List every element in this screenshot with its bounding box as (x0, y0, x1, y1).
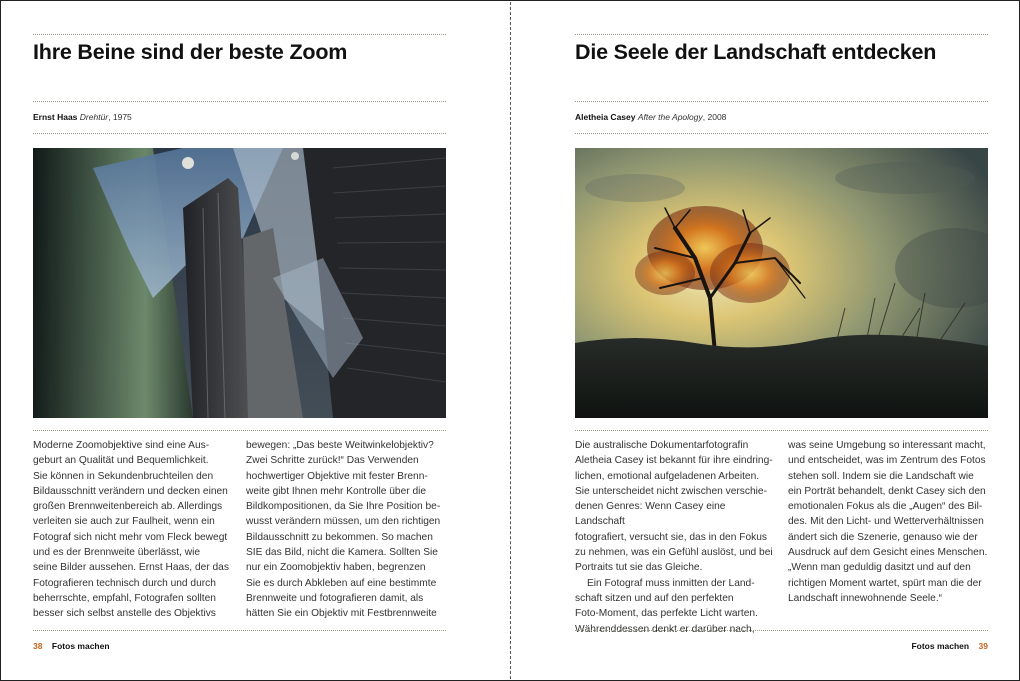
paragraph (575, 576, 775, 637)
text-column-2 (788, 438, 988, 637)
bottom-rule (575, 630, 988, 631)
text-line: hätten Sie ein Objektiv mit Festbrennweite (246, 608, 437, 620)
text-line: SIE das Bild, nicht die Kamera. Sollten Sie (246, 547, 438, 559)
bottom-rule (33, 630, 446, 631)
body-text (575, 438, 988, 637)
text-line: lichen, emotional aufgeladenen Arbeiten. (575, 470, 760, 482)
text-line: Portraits tut sie das Gleiche. (575, 562, 703, 574)
top-rule (575, 34, 988, 35)
rule (575, 133, 988, 134)
rule (575, 430, 988, 431)
rule (33, 101, 446, 102)
tree-photo-graphic (575, 148, 988, 418)
text-line: und es der Brennweite überlässt, wie (33, 547, 201, 559)
text-line: emotionalen Fokus als die „Augen“ des Bil- (788, 501, 983, 513)
text-line: Aletheia Casey ist bekannt für ihre eindring- (575, 455, 773, 467)
text-line: Sie unterscheidet nicht zwischen verschie- (575, 485, 767, 497)
section-name: Fotos machen (51, 641, 110, 651)
text-line: und entscheidet, was im Zentrum des Fotos (788, 455, 986, 467)
text-line: Landschaft innewohnende Seele.“ (788, 592, 943, 604)
top-rule (33, 34, 446, 35)
text-line: fotografiert, versucht sie, das in den Fokus (575, 531, 767, 543)
text-line: was seine Umgebung so interessant macht, (788, 440, 986, 451)
photo-credit (33, 112, 132, 122)
text-line: des. Mit den Licht- und Wetterverhältnissen (788, 516, 984, 528)
text-line: ein Porträt behandelt, denkt Casey sich den (788, 485, 986, 497)
photographer-name: Ernst Haas (33, 112, 78, 122)
text-line: Foto-Moment, das perfekte Licht warten. (575, 608, 758, 620)
text-line: großen Brennweitenbereich ab. Allerdings (33, 501, 223, 513)
skyscraper-photo-graphic (33, 148, 446, 418)
text-column-2 (246, 438, 446, 622)
page-footer (33, 641, 110, 651)
text-line: Brennweite und fotografieren damit, als (246, 592, 424, 604)
text-column-1 (33, 438, 233, 622)
text-line: seine Bilder aussehen. Ernst Haas, der das (33, 562, 229, 574)
paragraph (788, 438, 988, 606)
text-line: Währenddessen denkt er darüber nach, (575, 623, 755, 635)
right-page (575, 0, 988, 681)
page-title: Die Seele der Landschaft entdecken (575, 40, 937, 64)
text-line: richtigen Moment wartet, spürt man die der (788, 577, 982, 589)
paragraph (33, 438, 233, 622)
text-line: „Wenn man geduldig dasitzt und auf den (788, 562, 971, 574)
text-line: weite gibt Ihnen mehr Kontrolle über die (246, 485, 427, 497)
spine-divider (510, 2, 511, 679)
body-text (33, 438, 446, 622)
photo-credit (575, 112, 726, 122)
photo-glowing-tree (575, 148, 988, 418)
text-line: Bildkompositionen, da Sie Ihre Position be- (246, 501, 441, 513)
photo-skyscrapers (33, 148, 446, 418)
text-line: Fotografieren technisch durch und durch (33, 577, 216, 589)
paragraph (575, 438, 775, 576)
text-line: Ein Fotograf muss inmitten der Land- (587, 577, 755, 589)
page-footer (911, 641, 988, 651)
section-name: Fotos machen (911, 641, 970, 651)
page-number: 39 (978, 641, 988, 651)
text-line: bewegen: „Das beste Weitwinkelobjektiv? (246, 440, 434, 451)
text-line: verleiten sie auch zur Faulheit, wenn ein (33, 516, 215, 528)
photographer-name: Aletheia Casey (575, 112, 636, 122)
work-title: Drehtür (79, 112, 109, 122)
page-number: 38 (33, 641, 43, 651)
rule (575, 101, 988, 102)
text-line: schaft sitzen und auf den perfekten (575, 592, 734, 604)
text-line: hochwertiger Objektive mit fester Brenn- (246, 470, 428, 482)
text-line: Zwei Schritte zurück!“ Das Verwenden (246, 455, 419, 467)
text-line: Sie können in Sekundenbruchteilen den (33, 470, 214, 482)
work-title: After the Apology (637, 112, 703, 122)
text-line: Sie es durch Abkleben auf eine bestimmte (246, 577, 437, 589)
text-line: beherrschte, empfahl, Fotografen sollten (33, 592, 216, 604)
text-line: Bildausschnitt zu bekommen. So machen (246, 531, 433, 543)
text-line: Moderne Zoomobjektive sind eine Aus- (33, 440, 210, 451)
text-line: zu nehmen, was ein Gefühl auslöst, und bei (575, 547, 773, 559)
paragraph (246, 438, 446, 622)
page-title: Ihre Beine sind der beste Zoom (33, 40, 348, 64)
rule (33, 430, 446, 431)
left-page (33, 0, 446, 681)
text-line: denen Genres: Wenn Casey eine Landschaft (575, 501, 726, 528)
text-line: Fotograf sich nicht mehr vom Fleck bewegt (33, 531, 228, 543)
text-line: Ausdruck auf dem Gesicht eines Menschen. (788, 547, 988, 559)
text-line: nur ein Zoomobjektiv haben, begrenzen (246, 562, 426, 574)
text-column-1 (575, 438, 775, 637)
text-line: stehen soll. Indem sie die Landschaft wie (788, 470, 974, 482)
text-line: Bildausschnitt verändern und decken einen (33, 485, 228, 497)
text-line: Die australische Dokumentarfotografin (575, 440, 749, 451)
work-year: , 1975 (108, 112, 132, 122)
rule (33, 133, 446, 134)
work-year: , 2008 (702, 112, 727, 122)
text-line: geburt an Qualität und Bequemlichkeit. (33, 455, 209, 467)
text-line: besser sich selbst anstelle des Objektivs (33, 608, 216, 620)
text-line: ändert sich die Szenerie, genauso wie der (788, 531, 978, 543)
text-line: wusst verändern müssen, um den richtigen (246, 516, 441, 528)
